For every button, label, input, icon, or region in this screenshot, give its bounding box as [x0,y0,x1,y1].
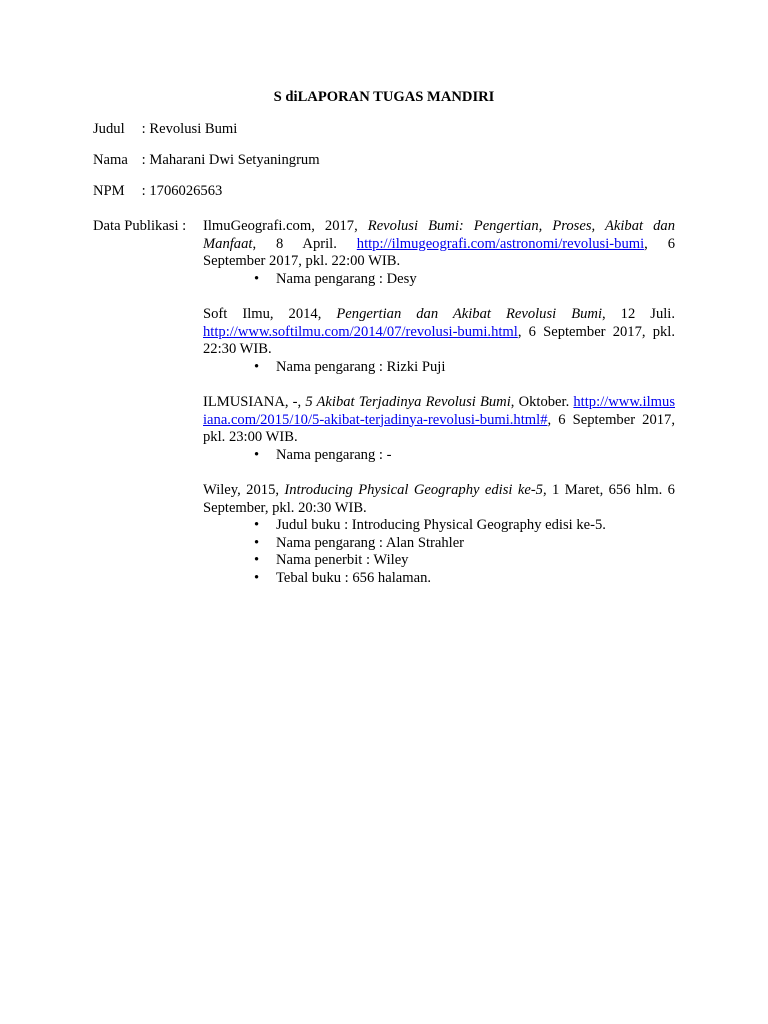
bullet-text: Nama pengarang : Rizki Puji [276,358,446,375]
reference-url-link[interactable]: http://www.ilmusiana.com/2015/10/5-akibat-terjadinya-revolusi-bumi.html# [203,394,675,428]
reference-title: Revolusi Bumi: Pengertian, Proses, Akibat dan Manfaat [203,218,675,252]
field-nama-label: Nama [93,152,128,168]
reference-bullets [203,271,675,289]
field-npm-value: : 1706026563 [141,183,223,199]
bullet-text: Nama penerbit : Wiley [276,552,409,568]
bullet-item [203,570,675,588]
bullet-icon: • [254,270,260,287]
bullet-text: Nama pengarang : Alan Strahler [276,534,465,551]
bullet-text: Judul buku : Introducing Physical Geography edisi ke-5. [276,517,606,533]
reference-access: , 6 September 2017, pkl. 23:00 WIB. [203,411,675,445]
bullet-item [203,359,675,377]
reference-title: Pengertian dan Akibat Revolusi Bumi [336,306,603,322]
reference-item [203,394,675,447]
reference-access: , 6 September 2017, pkl. 22:00 WIB. [203,235,676,269]
reference-date: , 12 Juli. [602,306,676,322]
reference-access: , 6 September 2017, pkl. 22:30 WIB. [203,323,675,357]
bullet-item [203,271,675,289]
reference-source: IlmuGeografi.com, 2017, [203,218,368,234]
reference-url-link[interactable]: http://www.softilmu.com/2014/07/revolusi-bumi.html [203,323,518,340]
reference-bullets [203,447,675,465]
bullet-item [203,552,675,570]
reference-source: ILMUSIANA, -, [203,394,306,410]
bullet-icon: • [254,552,260,568]
reference-date: , 8 April. [252,235,357,252]
reference-item [203,218,675,271]
reference-source: Wiley, 2015, [203,482,285,498]
field-judul-label: Judul [93,121,125,137]
reference-bullets [203,359,675,377]
bullet-icon: • [254,569,260,586]
bullet-text: Nama pengarang : - [276,446,392,463]
reference-source: Soft Ilmu, 2014, [203,306,337,322]
field-npm [93,183,222,201]
bullet-icon: • [254,534,260,551]
bullet-item [203,535,675,553]
reference-list [203,218,675,587]
field-judul [93,121,237,139]
field-nama [93,152,320,170]
bullet-icon: • [254,517,260,533]
bullet-text: Tebal buku : 656 halaman. [276,569,432,586]
field-npm-label: NPM [93,183,125,199]
bullet-item [203,517,675,535]
reference-bullets [203,517,675,587]
bullet-icon: • [254,446,260,463]
bullet-text: Nama pengarang : Desy [276,270,417,287]
reference-title: Introducing Physical Geography edisi ke-5 [284,482,543,498]
reference-item [203,482,675,517]
reference-url-link[interactable]: http://ilmugeografi.com/astronomi/revolusi-bumi [356,235,645,252]
publikasi-label: Data Publikasi : [93,218,187,234]
field-nama-value: : Maharani Dwi Setyaningrum [141,152,320,168]
bullet-item [203,447,675,465]
reference-date: , Oktober. [510,394,574,410]
reference-date: , 1 Maret, 656 hlm. 6 September, pkl. 20:30 WIB. [203,482,675,516]
report-title: S diLAPORAN TUGAS MANDIRI [273,89,495,105]
reference-item [203,306,675,359]
bullet-icon: • [254,358,260,375]
field-judul-value: : Revolusi Bumi [141,121,238,137]
reference-title: 5 Akibat Terjadinya Revolusi Bumi [305,394,511,410]
